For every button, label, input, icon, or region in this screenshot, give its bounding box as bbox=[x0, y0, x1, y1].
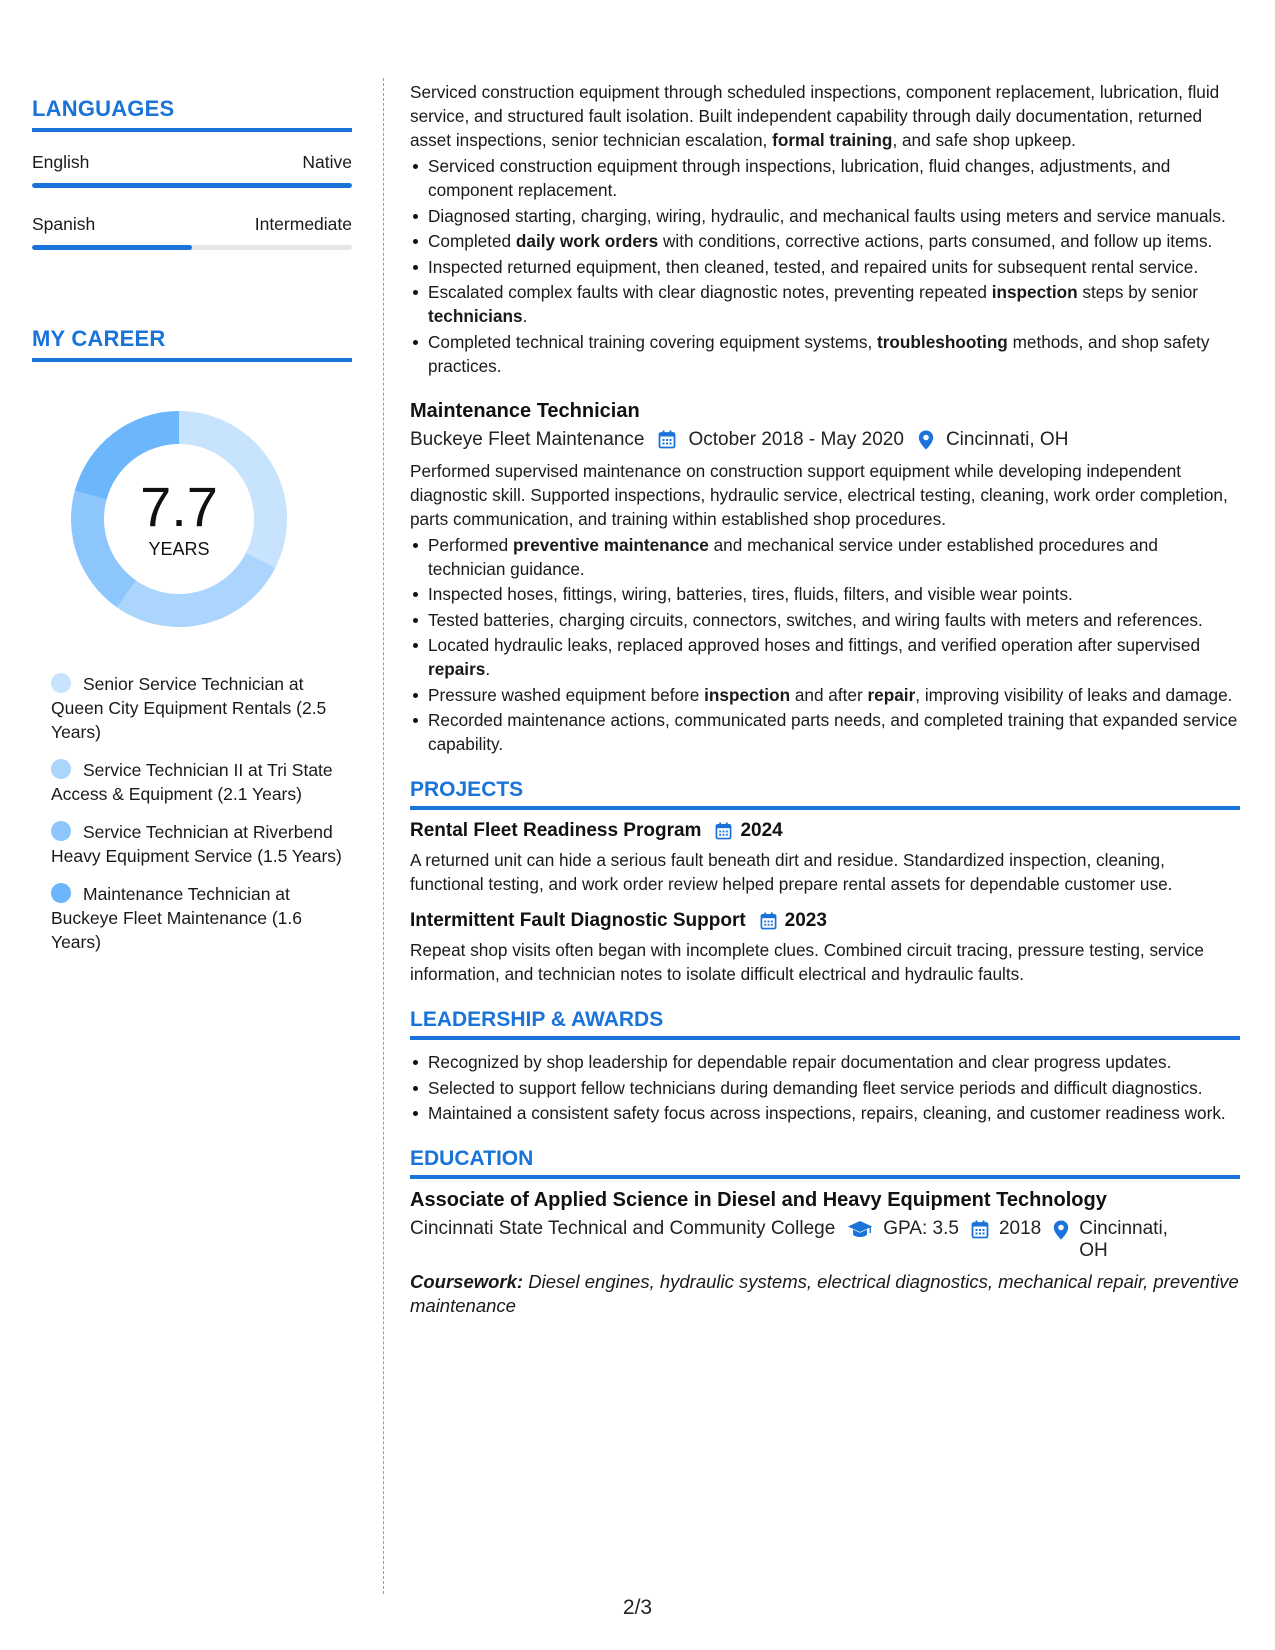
career-heading: MY CAREER bbox=[32, 326, 352, 362]
legend-dot-icon bbox=[51, 759, 71, 779]
language-name: English bbox=[32, 152, 90, 172]
language-proficiency-fill bbox=[32, 183, 352, 188]
job-summary: Serviced construction equipment through scheduled inspections, component replacement, lubrication, fluid service, and structured fault isolation. Built independent capability through daily documentation, returned asset inspections, senior technician escalation, formal training, and safe shop upkeep. bbox=[410, 82, 1220, 150]
main-content bbox=[410, 80, 1240, 1318]
bullet-item: Diagnosed starting, charging, wiring, hydraulic, and mechanical faults using meters and service manuals. bbox=[410, 204, 1240, 228]
language-level: Intermediate bbox=[254, 214, 352, 234]
project-title-row bbox=[410, 820, 1240, 842]
language-item-english bbox=[32, 152, 352, 188]
projects-heading: PROJECTS bbox=[410, 778, 1240, 810]
bullet-item: Completed daily work orders with conditions, corrective actions, parts consumed, and follow up items. bbox=[410, 229, 1240, 253]
job-bullets bbox=[410, 154, 1240, 378]
leadership-bullets bbox=[410, 1050, 1240, 1125]
bullet-item: Pressure washed equipment before inspection and after repair, improving visibility of leaks and damage. bbox=[410, 683, 1240, 707]
language-name: Spanish bbox=[32, 214, 96, 234]
bullet-item: Located hydraulic leaks, replaced approved hoses and fittings, and verified operation after supervised repairs. bbox=[410, 633, 1240, 681]
career-total-years: 7.7 bbox=[140, 474, 218, 538]
bullet-item: Inspected hoses, fittings, wiring, batteries, tires, fluids, filters, and visible wear points. bbox=[410, 582, 1240, 606]
career-legend-item bbox=[51, 758, 352, 806]
career-legend-item bbox=[51, 820, 352, 868]
bullet-item: Serviced construction equipment through inspections, lubrication, fluid changes, adjustments, and component replacement. bbox=[410, 154, 1240, 202]
legend-dot-icon bbox=[51, 673, 71, 693]
language-level: Native bbox=[302, 152, 352, 172]
bullet-item: Tested batteries, charging circuits, connectors, switches, and wiring faults with meters and references. bbox=[410, 608, 1240, 632]
career-legend-item bbox=[51, 672, 352, 744]
project-year: 2024 bbox=[740, 820, 783, 841]
bullet-item: Completed technical training covering equipment systems, troubleshooting methods, and shop safety practices. bbox=[410, 330, 1240, 378]
school-location: Cincinnati, OH bbox=[1079, 1218, 1168, 1261]
job-company: Buckeye Fleet Maintenance bbox=[410, 428, 645, 450]
school-name: Cincinnati State Technical and Community College bbox=[410, 1218, 836, 1239]
job-summary: Performed supervised maintenance on construction support equipment while developing independent diagnostic skill. Supported inspections, hydraulic service, electrical testing, cleaning, work order completion, parts communication, and training within established shop procedures. bbox=[410, 460, 1228, 529]
legend-dot-icon bbox=[51, 883, 71, 903]
career-legend bbox=[32, 672, 352, 954]
project-title: Intermittent Fault Diagnostic Support bbox=[410, 910, 746, 931]
gpa: GPA: 3.5 bbox=[883, 1218, 959, 1239]
job-bullets bbox=[410, 533, 1240, 757]
career-donut-chart bbox=[64, 404, 294, 634]
bullet-item: Performed preventive maintenance and mechanical service under established procedures and technician guidance. bbox=[410, 533, 1240, 581]
legend-dot-icon bbox=[51, 821, 71, 841]
graduation-year: 2018 bbox=[998, 1218, 1042, 1239]
coursework: Coursework: Diesel engines, hydraulic systems, electrical diagnostics, mechanical repair, preventive maintenance bbox=[410, 1271, 1239, 1316]
career-legend-item bbox=[51, 882, 352, 954]
language-proficiency-bar bbox=[32, 245, 352, 250]
career-legend-text: Senior Service Technician at Queen City Equipment Rentals (2.5 Years) bbox=[51, 674, 327, 742]
education-meta bbox=[410, 1218, 1240, 1262]
project-description: A returned unit can hide a serious fault beneath dirt and residue. Standardized inspection, cleaning, functional testing, and work order review helped prepare rental assets for dependable customer use. bbox=[410, 850, 1173, 894]
bullet-item: Recorded maintenance actions, communicated parts needs, and completed training that expanded service capability. bbox=[410, 708, 1240, 756]
language-proficiency-fill bbox=[32, 245, 192, 250]
project-year: 2023 bbox=[784, 910, 827, 931]
bullet-item: Selected to support fellow technicians during demanding fleet service periods and difficult diagnostics. bbox=[410, 1076, 1240, 1100]
sidebar bbox=[32, 96, 352, 968]
calendar-icon bbox=[760, 912, 777, 930]
leadership-heading: LEADERSHIP & AWARDS bbox=[410, 1008, 1240, 1040]
language-item-spanish bbox=[32, 214, 352, 250]
job-meta bbox=[410, 429, 1240, 451]
career-total-unit: YEARS bbox=[148, 538, 210, 559]
column-divider bbox=[383, 78, 384, 1594]
location-pin-icon bbox=[918, 430, 934, 450]
project-description: Repeat shop visits often began with incomplete clues. Combined circuit tracing, pressure testing, service information, and technician notes to isolate difficult electrical and hydraulic faults. bbox=[410, 940, 1204, 984]
graduation-cap-icon bbox=[847, 1220, 873, 1238]
calendar-icon bbox=[658, 430, 676, 449]
career-legend-text: Maintenance Technician at Buckeye Fleet Maintenance (1.6 Years) bbox=[51, 884, 302, 952]
degree-title: Associate of Applied Science in Diesel and Heavy Equipment Technology bbox=[410, 1189, 1107, 1211]
bullet-item: Recognized by shop leadership for dependable repair documentation and clear progress updates. bbox=[410, 1050, 1240, 1074]
project-title: Rental Fleet Readiness Program bbox=[410, 820, 702, 841]
career-legend-text: Service Technician at Riverbend Heavy Equipment Service (1.5 Years) bbox=[51, 822, 342, 866]
language-proficiency-bar bbox=[32, 183, 352, 188]
page-number: 2/3 bbox=[622, 1596, 653, 1619]
career-legend-text: Service Technician II at Tri State Access & Equipment (2.1 Years) bbox=[51, 760, 333, 804]
calendar-icon bbox=[715, 822, 732, 840]
education-heading: EDUCATION bbox=[410, 1147, 1240, 1179]
bullet-item: Inspected returned equipment, then cleaned, tested, and repaired units for subsequent rental service. bbox=[410, 255, 1240, 279]
project-title-row bbox=[410, 910, 1240, 932]
bullet-item: Maintained a consistent safety focus across inspections, repairs, cleaning, and customer readiness work. bbox=[410, 1101, 1240, 1125]
job-location: Cincinnati, OH bbox=[945, 428, 1069, 450]
location-pin-icon bbox=[1053, 1220, 1069, 1240]
job-title: Maintenance Technician bbox=[410, 399, 640, 422]
job-dates: October 2018 - May 2020 bbox=[688, 428, 904, 450]
languages-heading: LANGUAGES bbox=[32, 96, 352, 132]
bullet-item: Escalated complex faults with clear diagnostic notes, preventing repeated inspection steps by senior technicians. bbox=[410, 280, 1240, 328]
calendar-icon bbox=[971, 1220, 989, 1239]
